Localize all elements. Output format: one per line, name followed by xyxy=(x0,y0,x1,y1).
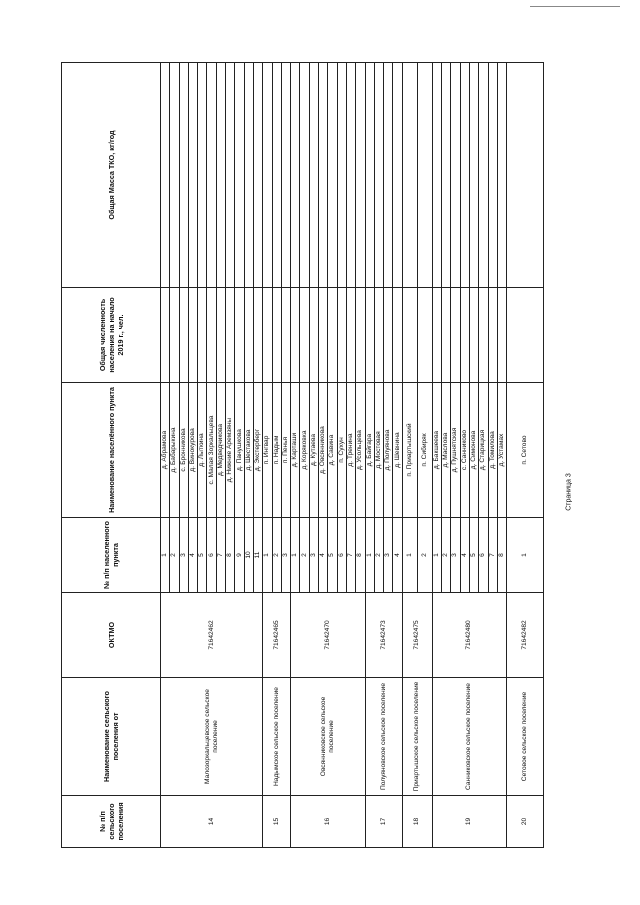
table-row xyxy=(402,63,417,848)
oktmo-cell: 71642473 xyxy=(365,593,402,678)
settlement-name-cell: Овсянниковское сельское поселение xyxy=(291,678,365,796)
mass-cell xyxy=(216,63,225,288)
mass-cell xyxy=(417,63,432,288)
mass-cell xyxy=(253,63,262,288)
place-number-cell: 11 xyxy=(253,518,262,593)
place-name-cell: д. Карташи xyxy=(291,383,300,518)
mass-cell xyxy=(328,63,337,288)
place-name-cell: д. Медведчикова xyxy=(216,383,225,518)
place-number-cell: 3 xyxy=(179,518,188,593)
place-number-cell: 7 xyxy=(488,518,497,593)
place-number-cell: 1 xyxy=(507,518,544,593)
mass-cell xyxy=(179,63,188,288)
population-cell xyxy=(207,288,216,383)
header-population: Общая численность населения на начало 2019 г., чел. xyxy=(62,288,161,383)
place-number-cell: 5 xyxy=(328,518,337,593)
mass-cell xyxy=(263,63,272,288)
population-cell xyxy=(170,288,179,383)
place-number-cell: 7 xyxy=(346,518,355,593)
mass-cell xyxy=(309,63,318,288)
place-number-cell: 5 xyxy=(469,518,478,593)
place-number-cell: 1 xyxy=(263,518,272,593)
population-cell xyxy=(417,288,432,383)
population-cell xyxy=(432,288,441,383)
settlement-name-cell: Приартышское сельское поселение xyxy=(402,678,432,796)
header-num: № п/п сельского поселения xyxy=(62,796,161,848)
top-rule xyxy=(530,6,620,7)
oktmo-cell: 71642480 xyxy=(432,593,506,678)
place-name-cell: д. Старицкая xyxy=(479,383,488,518)
place-number-cell: 8 xyxy=(226,518,235,593)
population-cell xyxy=(216,288,225,383)
settlement-number-cell: 18 xyxy=(402,796,432,848)
population-cell xyxy=(497,288,506,383)
population-cell xyxy=(291,288,300,383)
place-number-cell: 2 xyxy=(300,518,309,593)
place-number-cell: 10 xyxy=(244,518,253,593)
place-name-cell: д. Овсянникова xyxy=(319,383,328,518)
place-name-cell: п. Ингвар xyxy=(263,383,272,518)
oktmo-cell: 71642465 xyxy=(263,593,291,678)
mass-cell xyxy=(226,63,235,288)
population-cell xyxy=(263,288,272,383)
population-cell xyxy=(365,288,374,383)
place-name-cell: д. Усольцева xyxy=(356,383,365,518)
header-mass: Общая Масса ТКО, кг/год xyxy=(62,63,161,288)
table-body xyxy=(161,63,544,848)
place-name-cell: д. Шестакова xyxy=(244,383,253,518)
place-name-cell: д. Бакшеева xyxy=(432,383,441,518)
place-name-cell: п. Надым xyxy=(272,383,281,518)
mass-cell xyxy=(365,63,374,288)
population-cell xyxy=(161,288,170,383)
rotated-table-wrapper xyxy=(61,63,561,848)
header-place: Наименование населённого пункта xyxy=(62,383,161,518)
mass-cell xyxy=(188,63,197,288)
place-name-cell: п. Сетово xyxy=(507,383,544,518)
oktmo-cell: 71642482 xyxy=(507,593,544,678)
table-row xyxy=(365,63,374,848)
settlement-number-cell: 19 xyxy=(432,796,506,848)
place-name-cell: п. Сухун xyxy=(337,383,346,518)
settlement-table xyxy=(61,62,544,848)
place-name-cell: д. Лыткина xyxy=(198,383,207,518)
place-number-cell: 1 xyxy=(365,518,374,593)
population-cell xyxy=(309,288,318,383)
population-cell xyxy=(235,288,244,383)
population-cell xyxy=(346,288,355,383)
place-number-cell: 8 xyxy=(356,518,365,593)
place-number-cell: 8 xyxy=(497,518,506,593)
place-name-cell: д. Панушкова xyxy=(235,383,244,518)
table-row xyxy=(432,63,441,848)
place-name-cell: п. Пенья xyxy=(281,383,290,518)
mass-cell xyxy=(432,63,441,288)
place-name-cell: с. Малая Зоркальцева xyxy=(207,383,216,518)
population-cell xyxy=(451,288,460,383)
oktmo-cell: 71642462 xyxy=(161,593,263,678)
place-number-cell: 1 xyxy=(291,518,300,593)
mass-cell xyxy=(451,63,460,288)
population-cell xyxy=(442,288,451,383)
settlement-name-cell: Малозоркальцевское сельское поселение xyxy=(161,678,263,796)
place-number-cell: 6 xyxy=(479,518,488,593)
place-name-cell: д. Симонова xyxy=(469,383,478,518)
header-place-num: № п/п населенного пункта xyxy=(62,518,161,593)
population-cell xyxy=(488,288,497,383)
place-name-cell: д. Коряковка xyxy=(300,383,309,518)
population-cell xyxy=(374,288,383,383)
population-cell xyxy=(226,288,235,383)
place-name-cell: с. Санниково xyxy=(460,383,469,518)
settlement-name-cell: Санниковское сельское поселение xyxy=(432,678,506,796)
place-number-cell: 3 xyxy=(384,518,393,593)
place-number-cell: 6 xyxy=(337,518,346,593)
place-number-cell: 3 xyxy=(451,518,460,593)
place-number-cell: 2 xyxy=(374,518,383,593)
mass-cell xyxy=(244,63,253,288)
mass-cell xyxy=(497,63,506,288)
place-number-cell: 4 xyxy=(460,518,469,593)
place-number-cell: 2 xyxy=(417,518,432,593)
page-number: Страница 3 xyxy=(565,473,573,511)
place-name-cell: д. Винокурова xyxy=(188,383,197,518)
population-cell xyxy=(179,288,188,383)
settlement-number-cell: 16 xyxy=(291,796,365,848)
population-cell xyxy=(300,288,309,383)
mass-cell xyxy=(346,63,355,288)
place-number-cell: 3 xyxy=(309,518,318,593)
population-cell xyxy=(281,288,290,383)
place-name-cell: д. Мостовая xyxy=(374,383,383,518)
mass-cell xyxy=(337,63,346,288)
table-header-row xyxy=(62,63,161,848)
population-cell xyxy=(479,288,488,383)
mass-cell xyxy=(198,63,207,288)
population-cell xyxy=(328,288,337,383)
settlement-name-cell: Сетовое сельское поселение xyxy=(507,678,544,796)
place-number-cell: 1 xyxy=(402,518,417,593)
place-number-cell: 1 xyxy=(161,518,170,593)
oktmo-cell: 71642475 xyxy=(402,593,432,678)
table-row xyxy=(507,63,544,848)
place-name-cell: с. Бронникова xyxy=(179,383,188,518)
place-number-cell: 4 xyxy=(319,518,328,593)
population-cell xyxy=(507,288,544,383)
population-cell xyxy=(460,288,469,383)
place-name-cell: д. Томилова xyxy=(488,383,497,518)
place-name-cell: д. Савина xyxy=(328,383,337,518)
mass-cell xyxy=(319,63,328,288)
header-settlement: Наименование сельского поселения от xyxy=(62,678,161,796)
mass-cell xyxy=(235,63,244,288)
mass-cell xyxy=(161,63,170,288)
place-name-cell: д. Абрамова xyxy=(161,383,170,518)
place-number-cell: 3 xyxy=(281,518,290,593)
place-name-cell: д. Устамах xyxy=(497,383,506,518)
settlement-number-cell: 20 xyxy=(507,796,544,848)
place-name-cell: д. Байгара xyxy=(365,383,374,518)
place-number-cell: 4 xyxy=(393,518,402,593)
mass-cell xyxy=(460,63,469,288)
population-cell xyxy=(393,288,402,383)
table-row xyxy=(263,63,272,848)
population-cell xyxy=(198,288,207,383)
place-name-cell: п. Сибиряк xyxy=(417,383,432,518)
mass-cell xyxy=(374,63,383,288)
mass-cell xyxy=(469,63,478,288)
mass-cell xyxy=(507,63,544,288)
place-number-cell: 9 xyxy=(235,518,244,593)
mass-cell xyxy=(207,63,216,288)
mass-cell xyxy=(170,63,179,288)
population-cell xyxy=(319,288,328,383)
population-cell xyxy=(356,288,365,383)
place-name-cell: д. Шевнина xyxy=(393,383,402,518)
oktmo-cell: 71642470 xyxy=(291,593,365,678)
mass-cell xyxy=(488,63,497,288)
mass-cell xyxy=(384,63,393,288)
place-number-cell: 2 xyxy=(442,518,451,593)
population-cell xyxy=(188,288,197,383)
mass-cell xyxy=(272,63,281,288)
mass-cell xyxy=(479,63,488,288)
place-number-cell: 5 xyxy=(198,518,207,593)
population-cell xyxy=(272,288,281,383)
place-name-cell: д. Пушнятская xyxy=(451,383,460,518)
mass-cell xyxy=(291,63,300,288)
mass-cell xyxy=(402,63,417,288)
settlement-number-cell: 14 xyxy=(161,796,263,848)
mass-cell xyxy=(393,63,402,288)
place-number-cell: 2 xyxy=(170,518,179,593)
table-row xyxy=(291,63,300,848)
place-name-cell: д. Нижние Аремзяны xyxy=(226,383,235,518)
table-row xyxy=(161,63,170,848)
mass-cell xyxy=(442,63,451,288)
mass-cell xyxy=(356,63,365,288)
place-name-cell: д. Кутаева xyxy=(309,383,318,518)
header-oktmo: ОКТМО xyxy=(62,593,161,678)
place-name-cell: д. Экстерберг xyxy=(253,383,262,518)
population-cell xyxy=(253,288,262,383)
place-name-cell: д. Маслова xyxy=(442,383,451,518)
place-name-cell: д. Тренина xyxy=(346,383,355,518)
settlement-number-cell: 15 xyxy=(263,796,291,848)
settlement-number-cell: 17 xyxy=(365,796,402,848)
mass-cell xyxy=(300,63,309,288)
population-cell xyxy=(244,288,253,383)
mass-cell xyxy=(281,63,290,288)
place-name-cell: п. Приартышский xyxy=(402,383,417,518)
population-cell xyxy=(384,288,393,383)
population-cell xyxy=(402,288,417,383)
place-number-cell: 7 xyxy=(216,518,225,593)
place-name-cell: д. Полуянова xyxy=(384,383,393,518)
place-number-cell: 4 xyxy=(188,518,197,593)
place-name-cell: д. Бабарыкина xyxy=(170,383,179,518)
place-number-cell: 1 xyxy=(432,518,441,593)
place-number-cell: 2 xyxy=(272,518,281,593)
settlement-name-cell: Полуяновское сельское поселение xyxy=(365,678,402,796)
settlement-name-cell: Надымское сельское поселение xyxy=(263,678,291,796)
place-number-cell: 6 xyxy=(207,518,216,593)
population-cell xyxy=(469,288,478,383)
population-cell xyxy=(337,288,346,383)
